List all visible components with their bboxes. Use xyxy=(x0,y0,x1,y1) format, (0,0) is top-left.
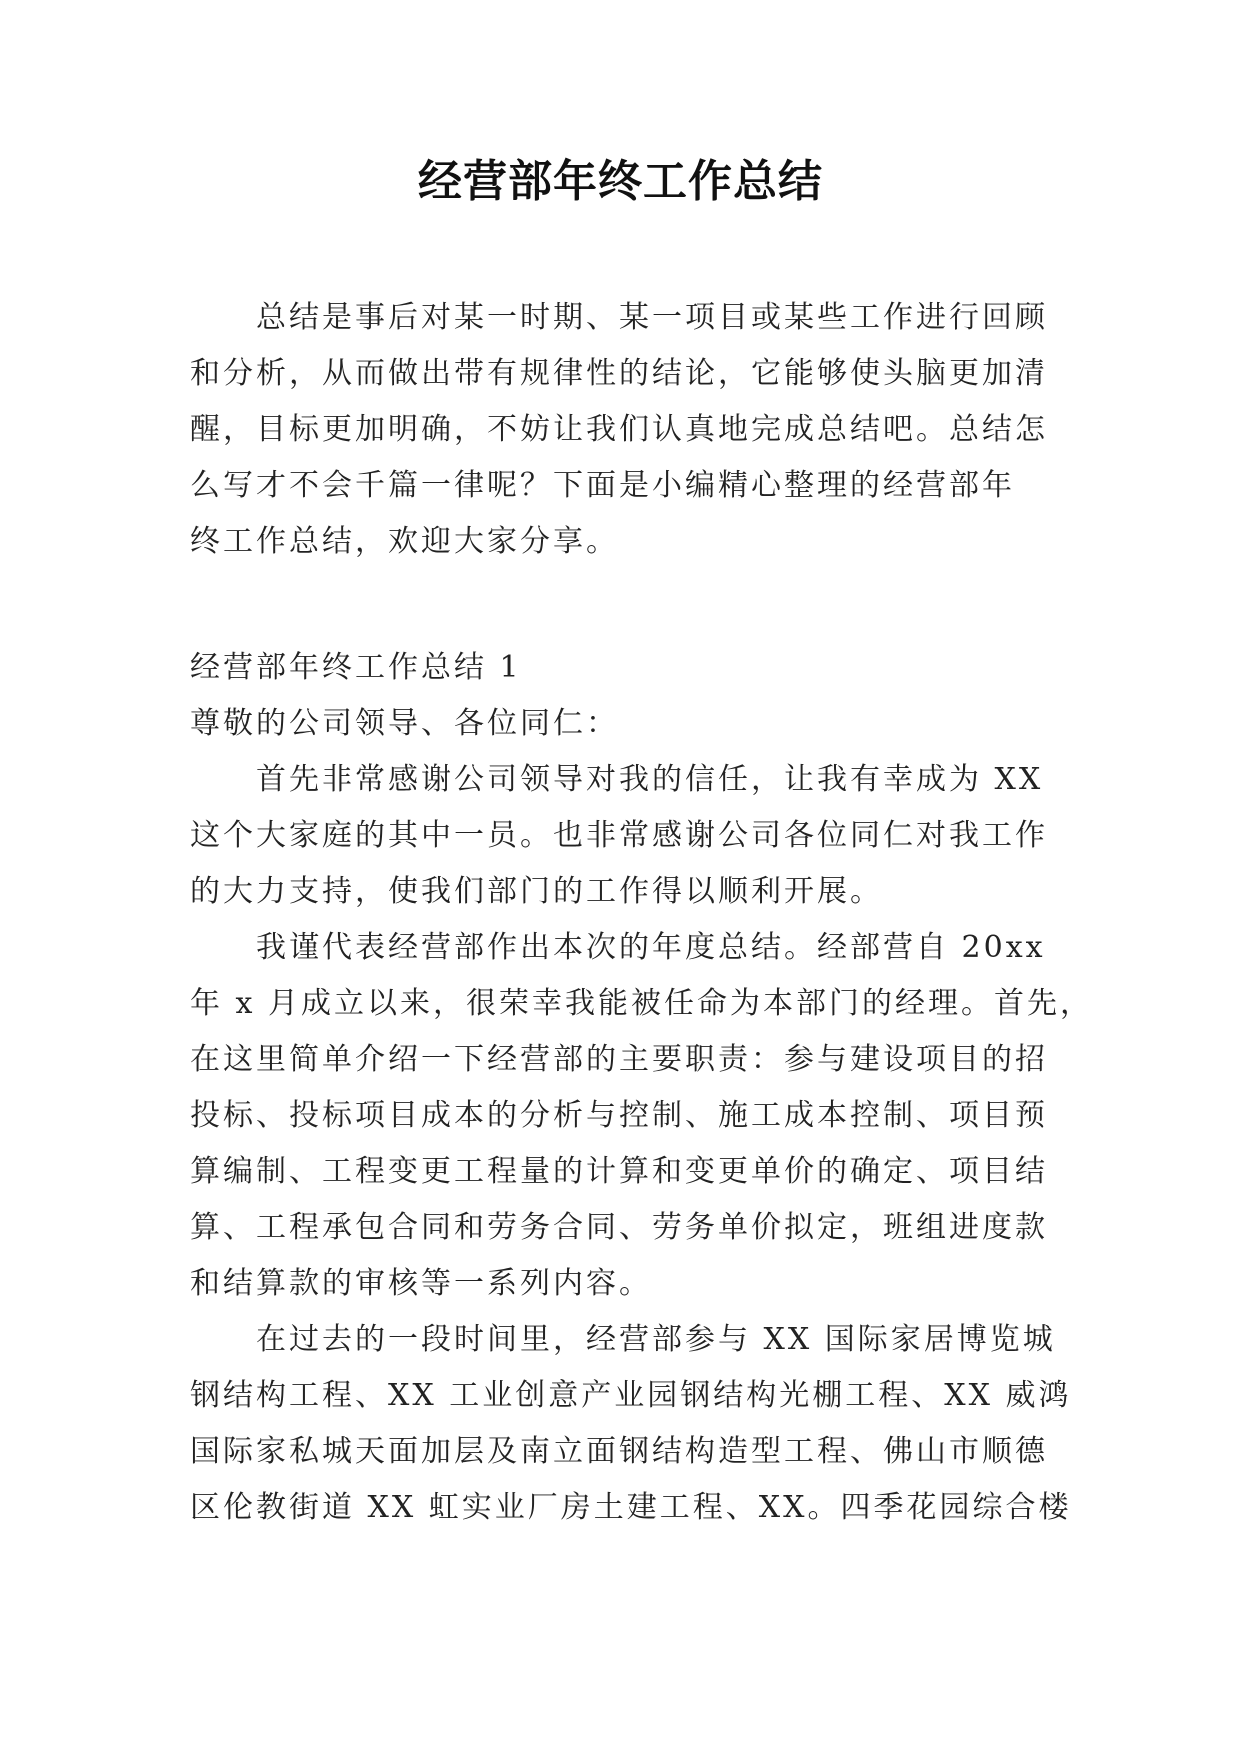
paragraph-line: 年 x 月成立以来，很荣幸我能被任命为本部门的经理。首先， xyxy=(190,986,1093,1021)
intro-line: 和分析，从而做出带有规律性的结论，它能够使头脑更加清 xyxy=(190,356,1048,391)
intro-paragraph xyxy=(190,290,1052,570)
document-title: 经营部年终工作总结 xyxy=(418,156,823,207)
paragraph-line: 算、工程承包合同和劳务合同、劳务单价拟定，班组进度款 xyxy=(190,1210,1048,1245)
intro-line: 么写才不会千篇一律呢？下面是小编精心整理的经营部年 xyxy=(190,468,1015,503)
paragraph-line: 首先非常感谢公司领导对我的信任，让我有幸成为 XX xyxy=(256,762,1044,797)
salutation: 尊敬的公司领导、各位同仁： xyxy=(190,706,619,741)
paragraph-line: 在这里简单介绍一下经营部的主要职责：参与建设项目的招 xyxy=(190,1042,1048,1077)
paragraph-line: 国际家私城天面加层及南立面钢结构造型工程、佛山市顺德 xyxy=(190,1434,1048,1469)
paragraph-line: 在过去的一段时间里，经营部参与 XX 国际家居博览城 xyxy=(256,1322,1056,1357)
paragraph-line: 区伦教街道 XX 虹实业厂房土建工程、XX。四季花园综合楼 xyxy=(190,1490,1072,1525)
section-body xyxy=(190,640,1093,1536)
paragraph-line: 投标、投标项目成本的分析与控制、施工成本控制、项目预 xyxy=(190,1098,1048,1133)
paragraph-line: 的大力支持，使我们部门的工作得以顺利开展。 xyxy=(190,874,883,909)
intro-line: 终工作总结，欢迎大家分享。 xyxy=(190,524,619,559)
section-heading: 经营部年终工作总结 1 xyxy=(190,650,522,685)
intro-line: 总结是事后对某一时期、某一项目或某些工作进行回顾 xyxy=(256,300,1048,335)
paragraph-line: 这个大家庭的其中一员。也非常感谢公司各位同仁对我工作 xyxy=(190,818,1048,853)
paragraph-line: 我谨代表经营部作出本次的年度总结。经部营自 20xx xyxy=(256,930,1046,965)
paragraph-line: 钢结构工程、XX 工业创意产业园钢结构光棚工程、XX 威鸿 xyxy=(190,1378,1072,1413)
paragraph-line: 和结算款的审核等一系列内容。 xyxy=(190,1266,652,1301)
intro-line: 醒，目标更加明确，不妨让我们认真地完成总结吧。总结怎 xyxy=(190,412,1048,447)
paragraph-line: 算编制、工程变更工程量的计算和变更单价的确定、项目结 xyxy=(190,1154,1048,1189)
